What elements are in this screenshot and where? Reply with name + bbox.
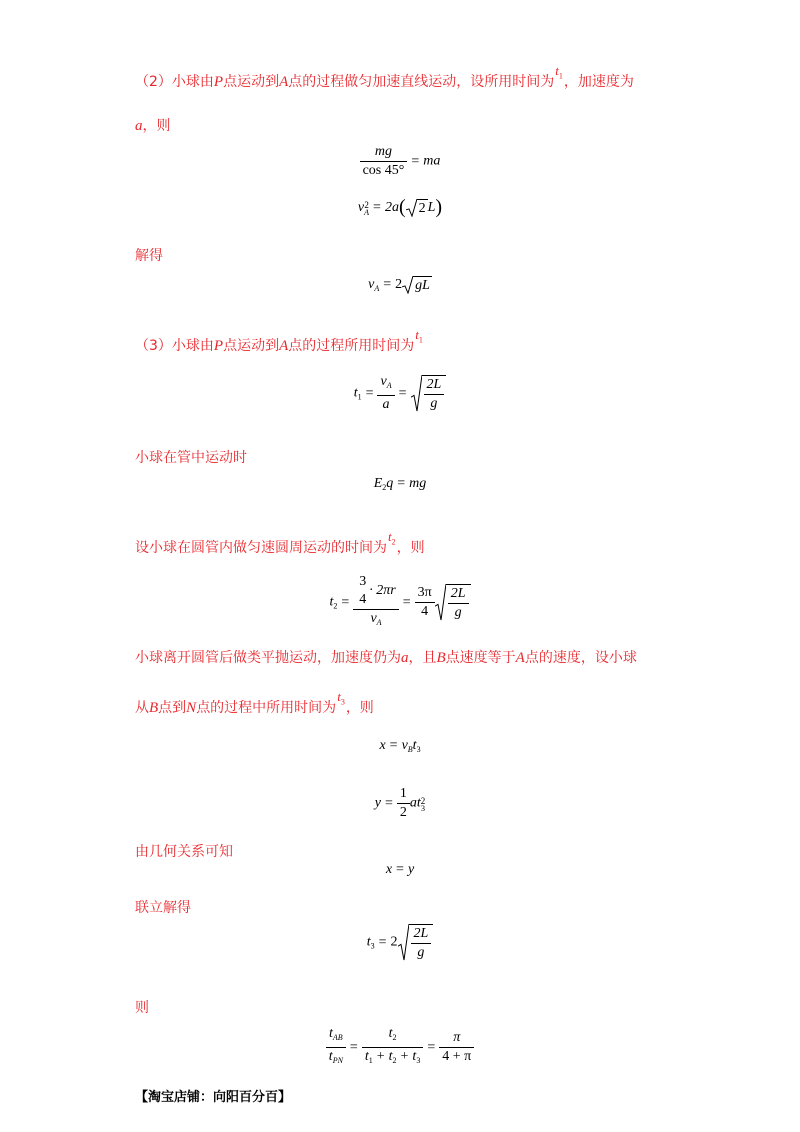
equation-4: $t_1$ = $\frac{v_A}{a}$ = $\frac{2L}{g}$ xyxy=(0,374,800,413)
footer-shop-label: 【淘宝店铺：向阳百分百】 xyxy=(135,1090,292,1105)
fraction: 3 4 · 2πr $v_A$ xyxy=(353,574,398,631)
paragraph-solve-2: 联立解得 xyxy=(135,900,191,916)
paragraph-tube: 小球在管中运动时 xyxy=(135,450,247,466)
equation-2: v 2 A = 2a( 2 L) xyxy=(357,196,443,218)
symbol-t3: $t_3$ xyxy=(337,689,345,707)
sqrt: $\frac{2L}{g}$ xyxy=(411,375,447,412)
paragraph-projectile-line-1: 小球离开圆管后做类平抛运动，加速度仍为a，且B点速度等于A点的速度，设小球 xyxy=(135,650,637,666)
var-a: A xyxy=(279,74,289,90)
sqrt: $\frac{2L}{g}$ xyxy=(398,924,434,961)
paragraph-solve-1: 解得 xyxy=(135,248,163,264)
paragraph-then: 则 xyxy=(135,1000,149,1016)
symbol-t1: $t_1$ xyxy=(415,327,423,345)
equation-5: $E_2q$ = mg xyxy=(373,476,427,492)
paragraph-circle-time: 设小球在圆管内做匀速圆周运动的时间为$t_2$，则 xyxy=(135,529,425,556)
paragraph-3: （3）小球由P点运动到A点的过程所用时间为$t_1$ xyxy=(135,327,423,354)
paragraph-2-line-2 xyxy=(135,116,171,136)
paragraph-projectile-line-2: 从B点到N点的过程中所用时间为$t_3$，则 xyxy=(135,689,374,716)
text: ，则 xyxy=(142,118,171,134)
sqrt: 2 xyxy=(406,199,428,217)
equation-3: $v_A = 2$ gL xyxy=(368,277,430,294)
paragraph-geometry: 由几何关系可知 xyxy=(135,844,233,860)
symbol-t2: $t_2$ xyxy=(388,529,396,547)
equation-6: $t_2$ = 3 4 · 2πr $v_A$ = $\frac{3\pi}{4}$ $\frac{2L}{g}$ xyxy=(0,574,800,631)
equation-11: $\frac{t_{AB}}{t_{PN}}$ = $\frac{t_2}{t_1 + t_2 + t_3}$ = $\frac{\pi}{4 + \pi}$ xyxy=(0,1026,800,1069)
var-a: a xyxy=(135,118,143,134)
fraction: $\frac{mg}{\cos 45^\circ}$ xyxy=(360,144,408,179)
symbol-t1: $t_1$ xyxy=(555,63,563,81)
var-p: P xyxy=(213,74,224,90)
equation-10: $t_3 = 2$ $\frac{2L}{g}$ xyxy=(0,924,800,961)
equation-8: y = $\frac{1}{2}$ at 2 3 xyxy=(374,786,426,820)
equation-9: x = y xyxy=(385,862,415,877)
text: （2）小球由 xyxy=(135,74,214,90)
text: 点运动到 xyxy=(223,74,280,90)
sqrt: gL xyxy=(402,276,432,294)
paragraph-2-line-1 xyxy=(135,63,634,98)
equation-1: $\frac{mg}{\cos 45^\circ}$ = ma xyxy=(0,144,800,179)
text: ，加速度为 xyxy=(563,74,634,90)
equation-7: $x = v_Bt_3$ xyxy=(379,738,421,754)
sqrt: $\frac{2L}{g}$ xyxy=(435,584,471,621)
text: 点的过程做匀加速直线运动，设所用时间为 xyxy=(288,74,555,90)
